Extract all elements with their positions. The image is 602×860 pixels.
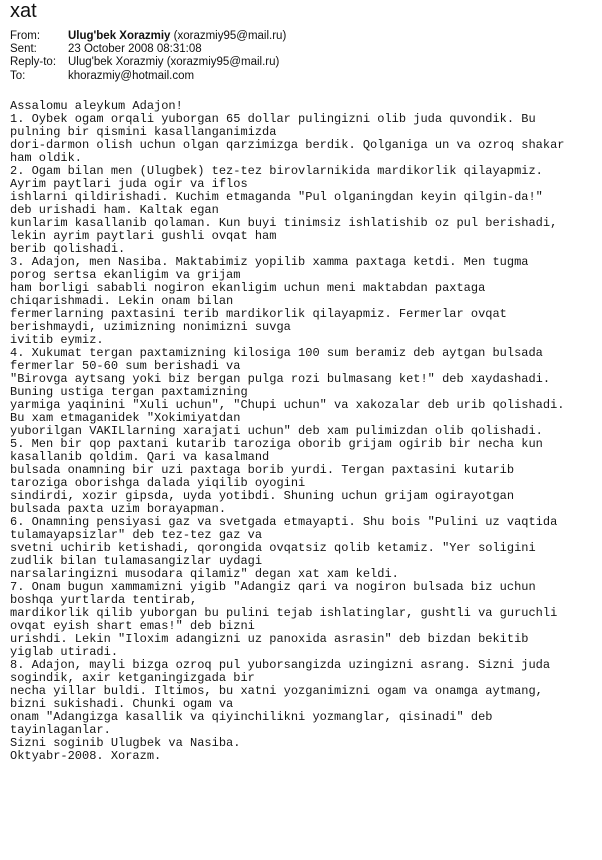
sender-email: (xorazmiy95@mail.ru) <box>173 30 287 42</box>
body-line: boshqa yurtlarda tentirab, <box>10 593 198 607</box>
body-line: zudlik bilan tulamasangizlar uydagi <box>10 554 263 568</box>
body-line: "Birovga aytsang yoki biz bergan pulga rozi bulmasang ket!" deb xaydashadi. <box>10 372 551 386</box>
body-line: yuborilgan VAKILlarning xarajati uchun" deb xam pulimizdan olib qolishadi. <box>10 424 543 438</box>
body-line: taroziga oborishga dalada yiqilib oyogini <box>10 476 306 490</box>
from-value <box>68 30 286 43</box>
body-line: 6. Onamning pensiyasi gaz va svetgada etmayapti. Shu bois "Pulini uz vaqtida <box>10 515 558 529</box>
body-line: 5. Men bir qop paxtani kutarib taroziga oborib grijam ogirib bir necha kun <box>10 437 543 451</box>
body-line: necha yillar buldi. Iltimos, bu xatni yozganimizni ogam va onamga aytmang, <box>10 684 543 698</box>
body-line: Bu xam etmaganidek "Xokimiyatdan <box>10 411 241 425</box>
body-line: ham oldik. <box>10 151 83 165</box>
body-line: Ayrim paytlari juda ogir va iflos <box>10 177 248 191</box>
body-line: chiqarishmadi. Lekin onam bilan <box>10 294 234 308</box>
body-line: urishdi. Lekin "Iloxim adangizni uz panoxida asrasin" deb bizdan bekitib <box>10 632 529 646</box>
body-line: fermerlar 50-60 sum berishadi va <box>10 359 241 373</box>
body-line: svetni uchirib ketishadi, qorongida ovqatsiz qolib ketamiz. "Yer soligini <box>10 541 536 555</box>
header-to-row <box>10 70 195 83</box>
body-line: 8. Adajon, mayli bizga ozroq pul yuborsangizda uzingizni asrang. Sizni juda <box>10 658 551 672</box>
body-line: 4. Xukumat tergan paxtamizning kilosiga 100 sum beramiz deb aytgan bulsada <box>10 346 543 360</box>
body-line: 1. Oybek ogam orqali yuborgan 65 dollar pulingizni olib juda quvondik. Bu <box>10 112 536 126</box>
header-sent-row <box>10 43 202 56</box>
body-line: dori-darmon olish uchun olgan qarzimizga berdik. Qolganiga un va ozroq shakar <box>10 138 565 152</box>
body-line: bizni sukishadi. Chunki ogam va <box>10 697 234 711</box>
body-line: sogindik, axir ketganingizgada bir <box>10 671 255 685</box>
body-line: deb urishadi ham. Kaltak egan <box>10 203 219 217</box>
body-line: bulsada onamning bir uzi paxtaga borib yurdi. Tergan paxtasini kutarib <box>10 463 515 477</box>
body-line: kasallanib qoldim. Qari va kasalmand <box>10 450 270 464</box>
sent-value: 23 October 2008 08:31:08 <box>68 43 202 55</box>
body-line: pulning bir qismini kasallanganimizda <box>10 125 277 139</box>
replyto-value: Ulug'bek Xorazmiy (xorazmiy95@mail.ru) <box>68 56 280 68</box>
body-line: mardikorlik qilib yuborgan bu pulini tejab ishlatinglar, gushtli va guruchli <box>10 606 558 620</box>
body-line: yarmiga yaqinini "Xuli uchun", "Chupi uchun" va xakozalar deb urib qolishadi. <box>10 398 565 412</box>
to-label: To: <box>10 70 26 82</box>
body-line: 7. Onam bugun xammamizni yigib "Adangiz qari va nogiron bulsada biz uchun <box>10 580 536 594</box>
header-replyto-row <box>10 56 280 69</box>
body-line: bulsada paxta uzim borayapman. <box>10 502 227 516</box>
body-line: 2. Ogam bilan men (Ulugbek) tez-tez birovlarnikida mardikorlik qilayapmiz. <box>10 164 543 178</box>
header-from-row <box>10 30 287 43</box>
body-line: ham borligi sababli nogiron ekanligim uchun meni maktabdan paxtaga <box>10 281 486 295</box>
body-line: Buning ustiga tergan paxtamizning <box>10 385 248 399</box>
body-line: kunlarim kasallanib qolaman. Kun buyi tinimsiz ishlatishib oz pul berishadi, <box>10 216 558 230</box>
from-label: From: <box>10 30 41 42</box>
body-line: berishmaydi, uzimizning nonimizni suvga <box>10 320 291 334</box>
body-line: tulamayapsizlar" deb tez-tez gaz va <box>10 528 263 542</box>
body-line: ishlarni qildirishadi. Kuchim etmaganda "Pul olganingdan keyin qilgin-da!" <box>10 190 543 204</box>
sender-name: Ulug'bek Xorazmiy <box>68 30 171 42</box>
body-line: lekin ayrim paytlari gushli ovqat ham <box>10 229 277 243</box>
body-line: Oktyabr-2008. Xorazm. <box>10 749 162 763</box>
body-line: fermerlarning paxtasini terib mardikorlik qilayapmiz. Fermerlar ovqat <box>10 307 507 321</box>
body-line: narsalaringizni musodara qilamiz" degan xat xam keldi. <box>10 567 399 581</box>
body-line: berib qolishadi. <box>10 242 126 256</box>
body-line: porog sertsa ekanligim va grijam <box>10 268 241 282</box>
body-line: ivitib eymiz. <box>10 333 104 347</box>
body-line: onam "Adangizga kasallik va qiyinchilikni yozmanglar, qisinadi" deb <box>10 710 493 724</box>
body-line: tayinlaganlar. <box>10 723 111 737</box>
replyto-label: Reply-to: <box>10 56 57 68</box>
body-line: ovqat eyish shart emas!" deb bizni <box>10 619 255 633</box>
body-line: Assalomu aleykum Adajon! <box>10 99 183 113</box>
body-line: yiglab utiradi. <box>10 645 119 659</box>
sent-label: Sent: <box>10 43 37 55</box>
body-line: sindirdi, xozir gipsda, uyda yotibdi. Shuning uchun grijam ogirayotgan <box>10 489 515 503</box>
body-line: 3. Adajon, men Nasiba. Maktabimiz yopilib xamma paxtaga ketdi. Men tugma <box>10 255 529 269</box>
body-line: Sizni soginib Ulugbek va Nasiba. <box>10 736 241 750</box>
to-value: khorazmiy@hotmail.com <box>68 70 195 82</box>
email-subject: xat <box>10 0 37 22</box>
